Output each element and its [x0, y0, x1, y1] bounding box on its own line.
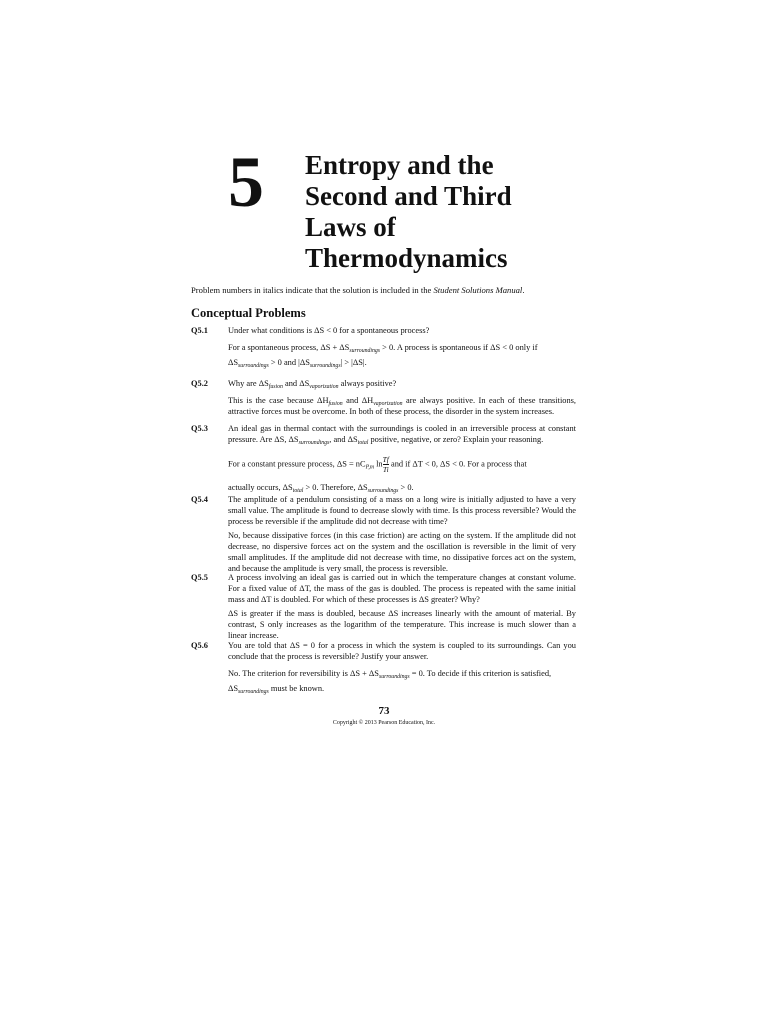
- answer-text: No. The criterion for reversibility is $\Delta S + \Delta S_{surroundings} = 0$. To decide if this criterion is satisfied,: [228, 669, 552, 680]
- answer-text: This is the case because $\Delta H_{fusion}$ and $\Delta H_{vaporization}$ are always positive. In each of these transitions, attractive forces must be overcome. In both of these process, the disorder in the system increases.: [228, 396, 576, 416]
- answer-text: ΔS is greater if the mass is doubled, because ΔS increases linearly with the amount of material. By contrast, S only increases as the logarithm of the temperature. This increase is much slower than a linear increase.: [228, 609, 576, 640]
- question-text: The amplitude of a pendulum consisting of a mass on a long wire is initially adjusted to have a very small value. The amplitude is found to decrease slowly with time. Is this process reversible? Would the process be reversible if the amplitude did not decrease with time?: [228, 495, 576, 526]
- solutions-manual-title: Student Solutions Manual: [433, 285, 523, 295]
- question-number: Q5.5: [191, 573, 208, 582]
- answer-text: $\Delta S_{surroundings}$ must be known.: [228, 684, 325, 695]
- question-number: Q5.4: [191, 495, 208, 504]
- question-number: Q5.1: [191, 326, 208, 335]
- question-text: You are told that ΔS = 0 for a process in which the system is coupled to its surroundings. Can you conclude that the process is reversible? Justify your answer.: [228, 641, 576, 661]
- section-title: Conceptual Problems: [191, 306, 306, 320]
- chapter-title-line: Laws of: [305, 212, 396, 242]
- question-number: Q5.6: [191, 641, 208, 650]
- chapter-title-line: Thermodynamics: [305, 243, 508, 273]
- chapter-title: [305, 150, 635, 274]
- chapter-title-line: Entropy and the: [305, 150, 494, 180]
- question-text: An ideal gas in thermal contact with the surroundings is cooled in an irreversible process at constant pressure. Are ΔS, $\Delta S_{surroundings}$, and $\Delta S_{total}$ positive, negative, or zero? Explain your reasoning.: [228, 424, 576, 446]
- temperature-ratio-fraction: $\frac{Tf}{Ti}$: [382, 455, 389, 474]
- question-text: A process involving an ideal gas is carried out in which the temperature changes at constant volume. For a fixed value of ΔT, the mass of the gas is doubled. The process is repeated with the same initial mass and ΔT is doubled. For which of these processes is ΔS greater? Why?: [228, 573, 576, 604]
- question-number: Q5.2: [191, 379, 208, 388]
- page-number: 73: [378, 705, 390, 717]
- question-text: Why are $\Delta S_{fusion}$ and $\Delta S_{vaporization}$ always positive?: [228, 379, 397, 390]
- chapter-title-line: Second and Third: [305, 181, 512, 211]
- chapter-number: 5: [228, 142, 264, 222]
- answer-text: $\Delta S_{surroundings} > 0$ and $|\Delta S_{surroundings}| > |\Delta S|$.: [228, 358, 367, 369]
- answer-text: No, because dissipative forces (in this case friction) are acting on the system. If the amplitude did not decrease, no dispersive forces act on the system and the oscillation is reversible in the limit of very small amplitudes. If the amplitude did not decrease with time, no dissipative forces act on the system, and because the amplitude is very small, the process is reversible.: [228, 531, 576, 573]
- copyright-notice: Copyright © 2013 Pearson Education, Inc.: [332, 720, 436, 726]
- question-text: Under what conditions is ΔS < 0 for a spontaneous process?: [228, 326, 430, 335]
- question-number: Q5.3: [191, 424, 208, 433]
- intro-note: Problem numbers in italics indicate that the solution is included in the Student Solutions Manual.: [191, 285, 525, 295]
- answer-text: actually occurs, $\Delta S_{total} > 0$. Therefore, $\Delta S_{surroundings} > 0$.: [228, 483, 414, 494]
- answer-text: For a constant pressure process, $\Delta S = nC_{P,m}$ ln $\frac{Tf}{Ti}$ and if ΔT < 0, ΔS < 0. For a process that: [228, 455, 527, 474]
- answer-text: For a spontaneous process, $\Delta S + \Delta S_{surroundings} > 0$. A process is spontaneous if ΔS < 0 only if: [228, 343, 538, 354]
